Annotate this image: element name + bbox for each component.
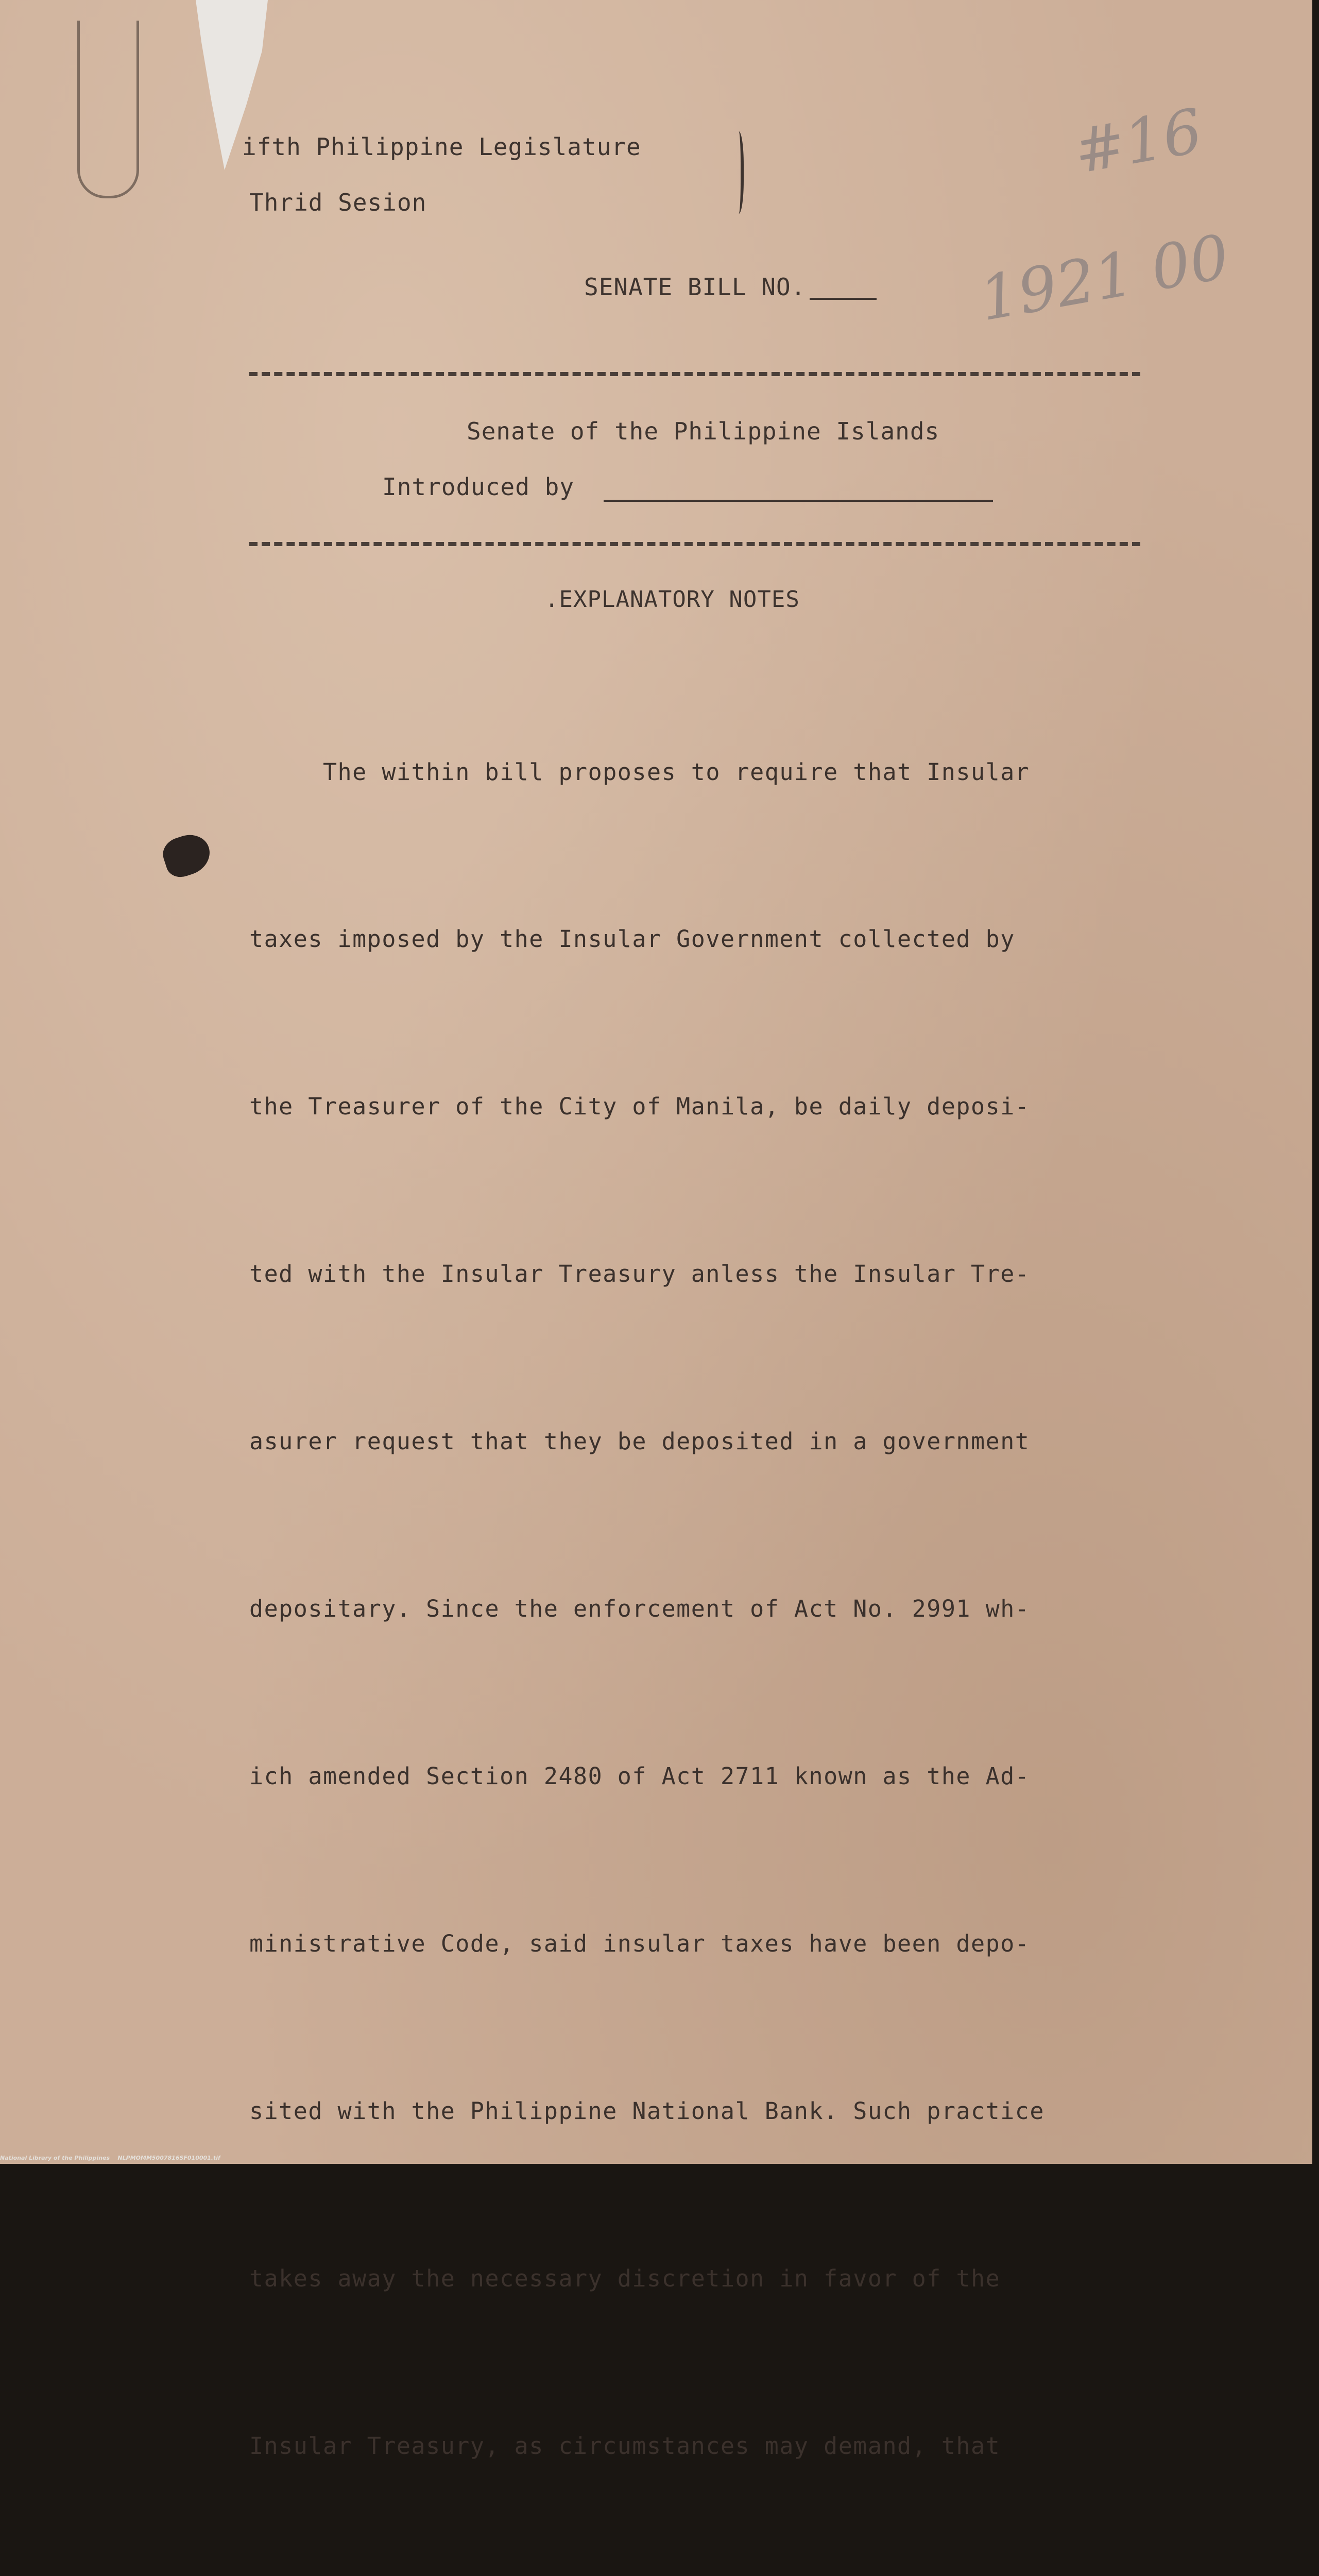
- notes-line: sited with the Philippine National Bank. Such practice: [249, 2097, 1044, 2125]
- notes-line: Insular Treasury, as circumstances may demand, that: [249, 2432, 1001, 2460]
- handwritten-code: 1921 00: [974, 221, 1235, 335]
- handwritten-number: #16: [1068, 95, 1208, 188]
- bill-title: SENATE BILL NO.: [584, 273, 806, 301]
- archive-footer: National Library of the Philippines NLPMOMM5007816SF010001.tif: [0, 2155, 220, 2161]
- notes-line: asurer request that they be deposited in a government: [249, 1428, 1030, 1455]
- notes-line: depositary. Since the enforcement of Act No. 2991 wh-: [249, 1595, 1030, 1623]
- notes-line: ich amended Section 2480 of Act 2711 known as the Ad-: [249, 1762, 1030, 1790]
- header-brace: [731, 131, 744, 214]
- explanatory-notes-heading: .EXPLANATORY NOTES: [545, 586, 800, 613]
- ink-stain: [159, 829, 215, 881]
- session-line: Thrid Sesion: [249, 189, 427, 216]
- bill-number-blank: [810, 298, 877, 300]
- introduced-by-blank: [604, 500, 993, 502]
- notes-line: takes away the necessary discretion in favor of the: [249, 2264, 1001, 2292]
- top-dashed-rule: [249, 372, 1140, 376]
- senate-line: Senate of the Philippine Islands: [467, 417, 940, 445]
- notes-line: the Treasurer of the City of Manila, be daily deposi-: [249, 1093, 1030, 1121]
- notes-line: The within bill proposes to require that Insular: [249, 758, 1030, 786]
- paper-clip-mark: [77, 21, 139, 198]
- explanatory-notes-body: [249, 633, 1156, 2576]
- legislature-line: ifth Philippine Legislature: [242, 133, 641, 161]
- notes-line: ted with the Insular Treasury anless the Insular Tre-: [249, 1260, 1030, 1288]
- notes-line: taxes imposed by the Insular Government collected by: [249, 925, 1015, 953]
- introduced-by-label: Introduced by: [382, 473, 575, 501]
- bottom-dashed-rule: [249, 542, 1140, 546]
- notes-line: ministrative Code, said insular taxes have been depo-: [249, 1929, 1030, 1957]
